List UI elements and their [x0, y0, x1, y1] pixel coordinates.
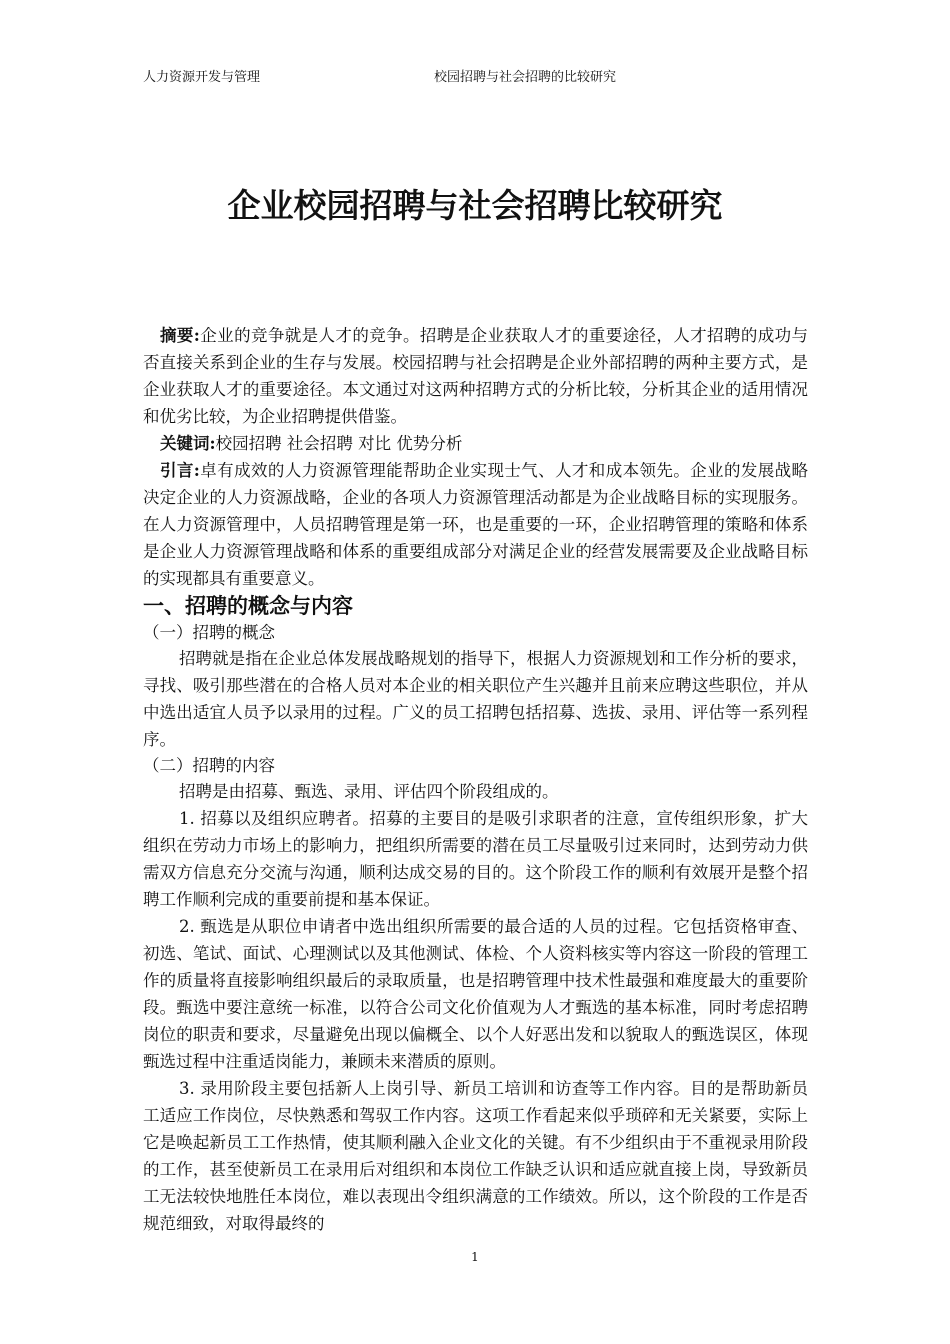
body-paragraph: 招聘是由招募、甄选、录用、评估四个阶段组成的。 — [179, 782, 559, 801]
body-paragraph: 招聘就是指在企业总体发展战略规划的指导下，根据人力资源规划和工作分析的要求，寻找、吸引那些潜在的合格人员对本企业的相关职位产生兴趣并且前来应聘这些职位，并从中选出适宜人员予以录用的过程。广义的员工招聘包括招募、选拔、录用、评估等一系列程序。 — [143, 649, 808, 749]
running-header-left: 人力资源开发与管理 — [143, 70, 261, 85]
subsection-heading: （一）招聘的概念 — [143, 623, 275, 642]
abstract-paragraph — [143, 322, 808, 430]
paper-title: 企业校园招聘与社会招聘比较研究 — [227, 186, 723, 225]
body-paragraph: 2. 甄选是从职位申请者中选出组织所需要的最合适的人员的过程。它包括资格审查、初选、笔试、面试、心理测试以及其他测试、体检、个人资料核实等内容这一阶段的管理工作的质量将直接影响组织最后的录取质量，也是招聘管理中技术性最强和难度最大的重要阶段。甄选中要注意统一标准，以符合公司文化价值观为人才甄选的基本标准，同时考虑招聘岗位的职责和要求，尽量避免出现以偏概全、以个人好恶出发和以貌取人的甄选误区，体现甄选过程中注重适岗能力，兼顾未来潜质的原则。 — [143, 917, 808, 1071]
body-paragraph: 3. 录用阶段主要包括新人上岗引导、新员工培训和访查等工作内容。目的是帮助新员工适应工作岗位，尽快熟悉和驾驭工作内容。这项工作看起来似乎琐碎和无关紧要，实际上它是唤起新员工工作热情，使其顺利融入企业文化的关键。有不少组织由于不重视录用阶段的工作，甚至使新员工在录用后对组织和本岗位工作缺乏认识和适应就直接上岗，导致新员工无法较快地胜任本岗位，难以表现出令组织满意的工作绩效。所以，这个阶段的工作是否规范细致，对取得最终的 — [143, 1079, 808, 1233]
subsection-heading: （二）招聘的内容 — [143, 756, 275, 775]
body-paragraph: 1. 招募以及组织应聘者。招募的主要目的是吸引求职者的注意，宣传组织形象，扩大组织在劳动力市场上的影响力，把组织所需要的潜在员工尽量吸引过来同时，达到劳动力供需双方信息充分交流与沟通，顺利达成交易的目的。这个阶段工作的顺利有效展开是整个招聘工作顺利完成的重要前提和基本保证。 — [143, 809, 808, 909]
keywords-paragraph — [143, 430, 808, 457]
paper-body — [143, 322, 808, 1237]
abstract-label: 摘要: — [160, 326, 200, 345]
abstract-text: 企业的竞争就是人才的竞争。招聘是企业获取人才的重要途径，人才招聘的成功与否直接关系到企业的生存与发展。校园招聘与社会招聘是企业外部招聘的两种主要方式，是企业获取人才的重要途径。本文通过对这两种招聘方式的分析比较，分析其企业的适用情况和优劣比较，为企业招聘提供借鉴。 — [143, 326, 809, 426]
intro-label: 引言: — [160, 461, 200, 480]
intro-text: 卓有成效的人力资源管理能帮助企业实现士气、人才和成本领先。企业的发展战略决定企业的人力资源战略，企业的各项人力资源管理活动都是为企业战略目标的实现服务。在人力资源管理中，人员招聘管理是第一环，也是重要的一环，企业招聘管理的策略和体系是企业人力资源管理战略和体系的重要组成部分对满足企业的经营发展需要及企业战略目标的实现都具有重要意义。 — [143, 461, 809, 588]
section-heading: 一、招聘的概念与内容 — [143, 594, 353, 618]
page-number: 1 — [471, 1250, 479, 1264]
running-header-center: 校园招聘与社会招聘的比较研究 — [434, 70, 617, 85]
keywords-text: 校园招聘 社会招聘 对比 优势分析 — [215, 434, 463, 453]
keywords-label: 关键词: — [160, 434, 216, 453]
intro-paragraph — [143, 457, 808, 592]
